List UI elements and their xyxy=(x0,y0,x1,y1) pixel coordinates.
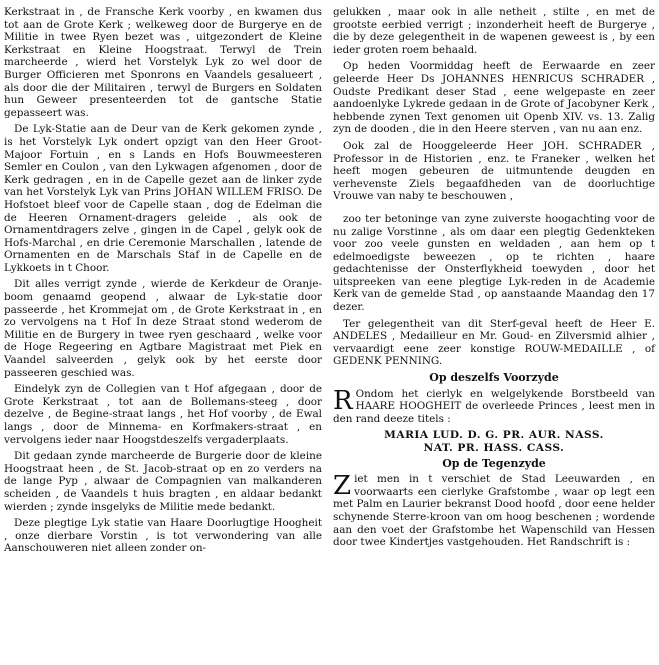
subhead-back: Op de Tegenzyde xyxy=(442,456,546,470)
back-description xyxy=(333,473,655,549)
paragraph: De Lyk-Statie aan de Deur van de Kerk gekomen zynde , is het Vorstelyk Lyk ondert opzigt van den Heer Groot-Majoor Fortuin , en s Lands en Hofs Bouwmeesteren Semler en Coulon , van den Lykwagen afgenomen , door de Kerk gedragen , en in de Capelle gezet aan de linker zyde van het Vorstelyk Lyk van Prins JOHAN WILLEM FRISO. De Hofstoet bleef voor de Capelle staan , dog de Edelman die de Heeren Ornament-dragers geleide , als ook de Ornamentdragers zelve , gingen in de Capel , gelyk ook de Hofs-Marchal , en drie Ceremonie Marschallen , latende de Ornamenten en de Marschals Staf in de Capelle en de Lykkoets in t Choor. xyxy=(4,123,322,274)
paragraph: Eindelyk zyn de Collegien van t Hof afgegaan , door de Grote Kerkstraat , tot aan de Bollemans-steeg , door dezelve , de Begine-straat langs , het Hof voorby , de Ewal langs , door de Minnema- en Korfmakers-straat , en vervolgens ieder naar Hoogstdeszelfs vergaderplaats. xyxy=(4,383,322,446)
paragraph: Op heden Voormiddag heeft de Eerwaarde en zeer geleerde Heer Ds JOHANNES HENRICUS SCHRADER , Oudste Predikant deser Stad , eene welgepaste en zeer aandoenlyke Lykrede gedaan in de Grote of Jacobyner Kerk , hebbende zynen Text genomen uit Openb XIV. vs. 13. Zalig zyn de dooden , die in den Heere sterven , van nu aan enz. xyxy=(333,60,655,136)
dropcap: R xyxy=(333,385,353,416)
back-text: iet men in t verschiet de Stad Leeuwarden , en voorwaarts een cierlyke Grafstombe , waar op legt een met Palm en Laurier bekranst Dood hoofd , door eene helder schynende Sterre-kroon van om hoog beschenen ; wordende aan den voet der Grafstombe het Wapenschild van Hessen door twee Kindertjes vastgehouden. Het Randschrift is : xyxy=(333,473,655,549)
front-description xyxy=(333,385,655,426)
right-column xyxy=(333,6,655,553)
left-column xyxy=(4,6,322,559)
dropcap: Z xyxy=(333,471,352,502)
medal-legend-2: NAT. PR. HASS. CASS. xyxy=(423,442,565,454)
paragraph: Ter gelegentheit van dit Sterf-geval heeft de Heer E. ANDELES , Medailleur en Mr. Goud- en Zilversmid alhier , vervaardigt eene zeer konstige ROUW-MEDAILLE , of GEDENK PENNING. xyxy=(333,317,655,368)
subhead-front: Op deszelfs Voorzyde xyxy=(429,371,559,385)
paragraph: Kerkstraat in , de Fransche Kerk voorby , en kwamen dus tot aan de Grote Kerk ; welkeweg door de Burgerye en de Militie in twee Ryen bezet was , uitgezondert de Kleine Kerkstraat en Kleine Hoogstraat. Terwyl de Trein marcheerde , wierd het Vorstelyk Lyk zo wel door de Burger Officieren met Sponrons en Vaandels gesalueert , als door die der Militairen , terwyl de Burgers en Soldaten hun Geweer presenteerden tot de gantsche Statie gepasseert was. xyxy=(4,6,322,119)
front-text: Ondom het cierlyk en welgelykende Borstbeeld van HAARE HOOGHEIT de overleede Princes , leest men in den rand deeze titels : xyxy=(333,387,655,425)
paragraph: Deze plegtige Lyk statie van Haare Doorlugtige Hoogheit , onze dierbare Vorstin , is tot verwondering van alle Aanschouweren niet alleen zonder on- xyxy=(4,517,322,555)
medal-legend-1: MARIA LUD. D. G. PR. AUR. NASS. xyxy=(384,429,604,442)
paragraph: Dit gedaan zynde marcheerde de Burgerie door de kleine Hoogstraat heen , de St. Jacob-straat op en zo verders na de lange Pyp , alwaar de Compagnien van malkanderen scheiden , de Vaandels t huis bragten , en aldaar bedankt wierden ; zynde insgelyks de Militie mede bedankt. xyxy=(4,450,322,513)
paragraph: gelukken , maar ook in alle netheit , stilte , en met de grootste eerbied verrigt ; inzonderheit heeft de Burgerye , die by deze gelegentheit in de wapenen geweest is , by een ieder groten roem behaald. xyxy=(333,6,655,56)
paragraph: Ook zal de Hooggeleerde Heer JOH. SCHRADER , Professor in de Historien , enz. te Franeker , welken het heeft mogen gebeuren de uitmuntende deugden en verhevenste Ziels begaafdheden van de doorluchtige Vrouwe van naby te beschouwen , xyxy=(333,139,655,203)
paragraph: Dit alles verrigt zynde , wierde de Kerkdeur de Oranje-boom genaamd geopend , alwaar de Lyk-statie door passeerde , het Krommejat om , de Grote Kerkstraat in , en zo vervolgens na t Hof In deze Straat stond wederom de Militie en de Burgery in twee ryen geschaard , welke voor de Hoge Regeering en Agtbare Magistraat met Piek en Vaandel salveerden , gelyk ook by het eerste door passeeren geschied was. xyxy=(4,278,322,379)
paragraph: zoo ter betoninge van zyne zuiverste hoogachting voor de nu zalige Vorstinne , als om daar een plegtig Gedenkteken voor zoo veele gunsten en weldaden , aan hem op t edelmoedigste beweezen , op te richten , haare gedachtenisse der Onsterflykheid toewyden , door het uitspreeken van eene plegtige Lyk-reden in de Academie Kerk van de gemelde Stad , op aanstaande Maandag den 17 dezer. xyxy=(333,212,655,314)
